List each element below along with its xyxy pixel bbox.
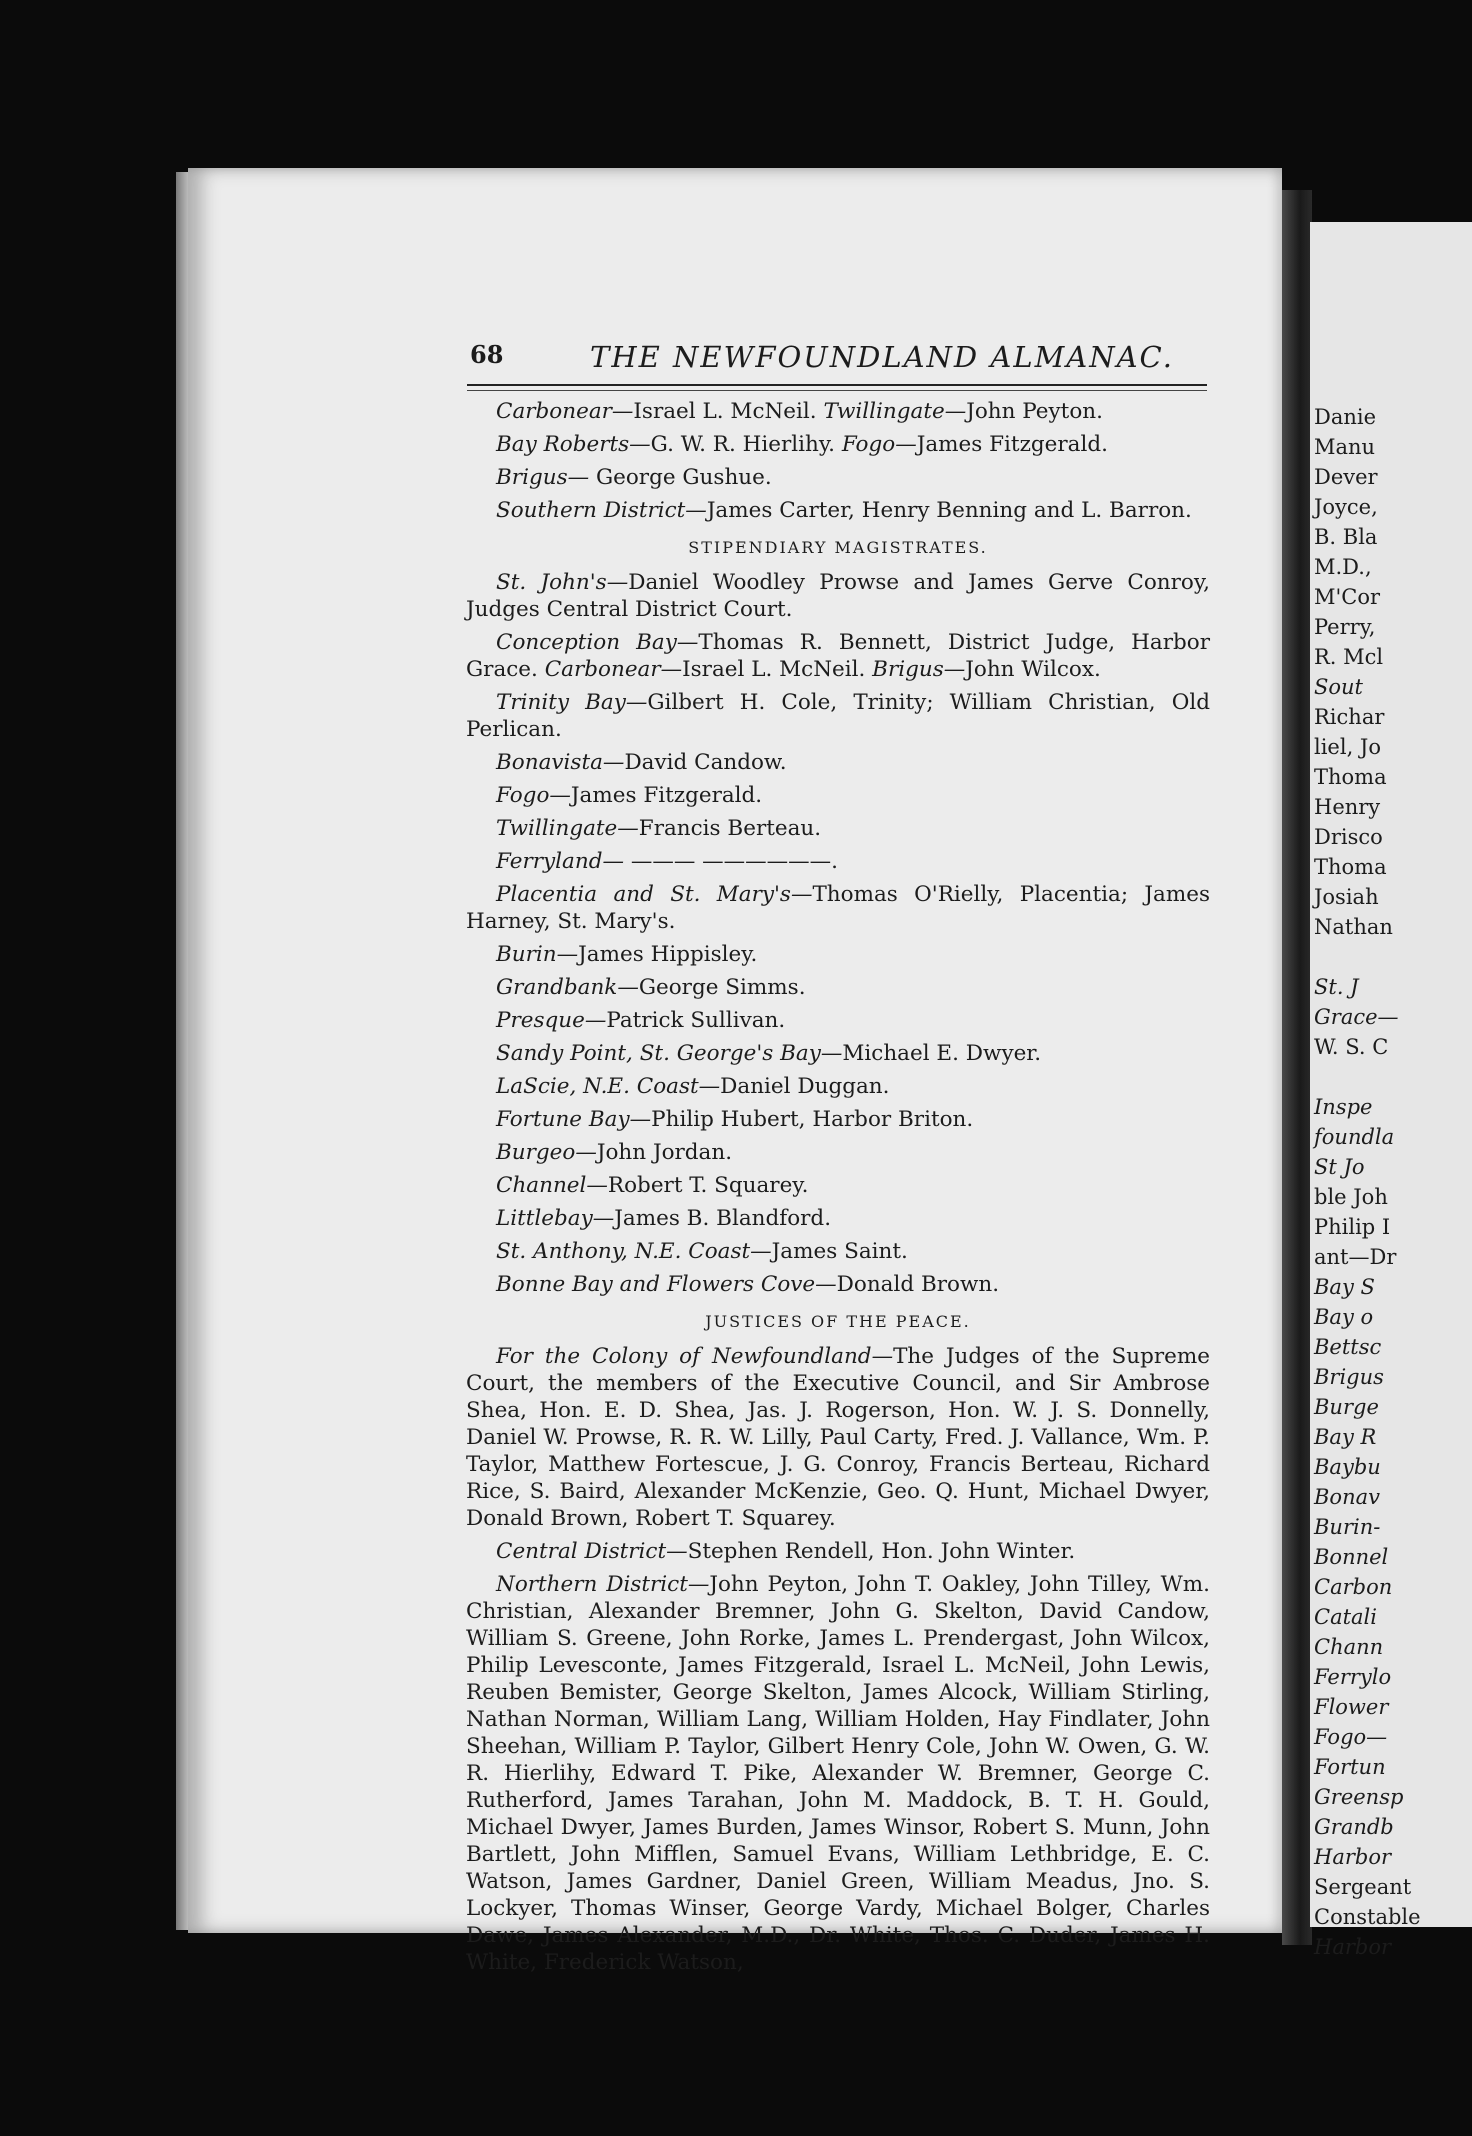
magistrate-entry (466, 974, 1210, 1001)
section-heading-justices: JUSTICES OF THE PEACE. (705, 1312, 971, 1331)
entry-text: James Saint. (771, 1239, 908, 1264)
facing-page (1310, 222, 1472, 1959)
magistrate-entry (466, 1139, 1210, 1166)
facing-page-line: Greensp (1314, 1785, 1404, 1809)
magistrate-entry (466, 629, 1210, 683)
entry (466, 398, 1210, 425)
place-name: Trinity Bay— (496, 690, 648, 715)
entry-text: James B. Blandford. (614, 1206, 832, 1231)
entry-text: ——— ——————. (623, 849, 838, 874)
place-name: Grandbank— (496, 975, 639, 1000)
entry-text: Gilbert H. Cole, Trinity; William Christian, Old Perlican. (466, 690, 1210, 742)
entries-top (466, 398, 1210, 524)
place-name: Brigus— (872, 657, 966, 682)
magistrates-list (466, 569, 1210, 1298)
facing-page-line: Grace— (1314, 1005, 1399, 1029)
entry-text: John Peyton, John T. Oakley, John Tilley, Wm. Christian, Alexander Bremner, John G. Skelton, David Candow, William S. Greene, John Rorke, James L. Prendergast, John Wilcox, Philip Levesconte, James Fitzgerald, Israel L. McNeil, John Lewis, Reuben Bemister, George Skelton, James Alcock, William Stirling, Nathan Norman, William Lang, William Holden, Hay Findlater, John Sheehan, William P. Taylor, Gilbert Henry Cole, John W. Owen, G. W. R. Hierlihy, Edward T. Pike, Alexander W. Bremner, George C. Rutherford, James Tarahan, John M. Maddock, B. T. H. Gould, Michael Dwyer, James Burden, James Winsor, Robert S. Munn, John Bartlett, John Mifflen, Samuel Evans, William Lethbridge, E. C. Watson, James Gardner, Daniel Green, William Meadus, Jno. S. Lockyer, Thomas Winser, George Vardy, Michael Bolger, Charles Dawe, James Alexander, M.D., Dr. White, Thos. C. Duder, James H. White, Frederick Watson, (466, 1572, 1210, 1975)
facing-page-line: R. Mcl (1314, 645, 1384, 669)
place-name: Conception Bay— (496, 630, 699, 655)
entry (466, 464, 1210, 491)
magistrate-entry (466, 848, 1210, 875)
place-name: Twillingate— (823, 399, 967, 424)
entry-text: John Peyton. (966, 399, 1103, 424)
page-number: 68 (470, 340, 504, 369)
facing-page-line: Catali (1314, 1605, 1377, 1629)
place-name: Channel— (496, 1173, 608, 1198)
facing-page-line: liel, Jo (1314, 735, 1381, 759)
justice-entry (466, 1571, 1210, 1976)
entry-text: Israel L. McNeil. (682, 657, 873, 682)
facing-page-text (1314, 402, 1421, 1962)
entry-text: James Fitzgerald. (570, 783, 763, 808)
facing-page-line: Ferrylo (1314, 1665, 1392, 1689)
facing-page-line: Henry (1314, 795, 1381, 819)
facing-page-line: St Jo (1314, 1155, 1365, 1179)
facing-page-line: Bonav (1314, 1485, 1380, 1509)
facing-page-line: Bettsc (1314, 1335, 1382, 1359)
facing-page-line: Inspe (1314, 1095, 1373, 1119)
facing-page-line: Joyce, (1314, 495, 1378, 519)
place-name: Sandy Point, St. George's Bay— (496, 1041, 843, 1066)
facing-page-line: Sout (1314, 675, 1363, 699)
page-body (466, 398, 1210, 1982)
facing-page-line: Burin- (1314, 1515, 1381, 1539)
facing-page-line: Harbor (1314, 1845, 1391, 1869)
page-header (470, 340, 1210, 376)
running-title: THE NEWFOUNDLAND ALMANAC. (590, 340, 1174, 374)
justices-list (466, 1343, 1210, 1976)
header-rule-thin (467, 390, 1207, 391)
facing-page-line: Baybu (1314, 1455, 1381, 1479)
facing-page-line: Drisco (1314, 825, 1383, 849)
facing-page-line: Manu (1314, 435, 1376, 459)
facing-page-line (1314, 942, 1421, 972)
facing-page-line: St. J (1314, 975, 1359, 999)
book-gutter (1282, 190, 1312, 1945)
place-name: Central District— (496, 1539, 688, 1564)
facing-page-line: Chann (1314, 1635, 1384, 1659)
facing-page-line: Carbon (1314, 1575, 1393, 1599)
magistrate-entry (466, 1172, 1210, 1199)
facing-page-line: Bonnel (1314, 1545, 1389, 1569)
entry-text: Thomas O'Rielly, Placentia; James Harney, St. Mary's. (466, 882, 1210, 934)
facing-page-line: Fortun (1314, 1755, 1386, 1779)
facing-page-line: Bay S (1314, 1275, 1375, 1299)
facing-page-line: foundla (1314, 1125, 1395, 1149)
place-name: Bonne Bay and Flowers Cove— (496, 1272, 837, 1297)
facing-page-line: Bay R (1314, 1425, 1377, 1449)
place-name: For the Colony of Newfoundland— (496, 1344, 894, 1369)
facing-page-line: ant—Dr (1314, 1245, 1397, 1269)
justice-entry (466, 1343, 1210, 1532)
magistrate-entry (466, 1073, 1210, 1100)
place-name: St. Anthony, N.E. Coast— (496, 1239, 772, 1264)
magistrate-entry (466, 1040, 1210, 1067)
entry-text: David Candow. (624, 750, 787, 775)
entry-text: Robert T. Squarey. (607, 1173, 809, 1198)
entry-text: Francis Berteau. (638, 816, 822, 841)
place-name: St. John's— (496, 570, 629, 595)
facing-page-line: B. Bla (1314, 525, 1378, 549)
facing-page-line: Philip I (1314, 1215, 1391, 1239)
facing-page-line: Bay o (1314, 1305, 1374, 1329)
entry (466, 431, 1210, 458)
magistrate-entry (466, 749, 1210, 776)
place-name: Ferryland— (496, 849, 624, 874)
place-name: Fogo— (496, 783, 571, 808)
place-name: Carbonear— (496, 399, 634, 424)
facing-page-line: Nathan (1314, 915, 1393, 939)
magistrate-entry (466, 881, 1210, 935)
entry-text: Thomas R. Bennett, District Judge, Harbor Grace. (466, 630, 1210, 682)
facing-page-line: Fogo— (1314, 1725, 1388, 1749)
facing-page-line: Josiah (1314, 885, 1379, 909)
entry-text: Daniel Woodley Prowse and James Gerve Conroy, Judges Central District Court. (466, 570, 1210, 622)
facing-page-line: Dever (1314, 465, 1378, 489)
facing-page-line: ble Joh (1314, 1185, 1388, 1209)
header-rule (467, 384, 1207, 386)
entry-text: James Carter, Henry Benning and L. Barron. (706, 498, 1192, 523)
entry-text: John Wilcox. (965, 657, 1101, 682)
magistrate-entry (466, 941, 1210, 968)
magistrate-entry (466, 1205, 1210, 1232)
magistrate-entry (466, 1007, 1210, 1034)
magistrate-entry (466, 815, 1210, 842)
facing-page-line: Harbor (1314, 1935, 1391, 1959)
facing-page-line: Danie (1314, 405, 1377, 429)
magistrate-entry (466, 782, 1210, 809)
entry-text: Philip Hubert, Harbor Briton. (651, 1107, 974, 1132)
entry-text: James Fitzgerald. (916, 432, 1108, 457)
magistrate-entry (466, 569, 1210, 623)
place-name: Bay Roberts— (496, 432, 651, 457)
place-name: Presque— (496, 1008, 607, 1033)
facing-page-line: Brigus (1314, 1365, 1384, 1389)
place-name: Littlebay— (496, 1206, 615, 1231)
entry-text: Daniel Duggan. (720, 1074, 890, 1099)
entry-text: George Gushue. (589, 465, 772, 490)
justice-entry (466, 1538, 1210, 1565)
facing-page-line: Sergeant (1314, 1875, 1412, 1899)
place-name: Brigus— (496, 465, 590, 490)
facing-page-line: W. S. C (1314, 1035, 1389, 1059)
facing-page-line: Thoma (1314, 765, 1387, 789)
entry (466, 497, 1210, 524)
facing-page-line: Richar (1314, 705, 1385, 729)
magistrate-entry (466, 689, 1210, 743)
place-name: Carbonear— (544, 657, 683, 682)
place-name: Southern District— (496, 498, 707, 523)
entry-text: G. W. R. Hierlihy. (650, 432, 842, 457)
place-name: Placentia and St. Mary's— (496, 882, 813, 907)
magistrate-entry (466, 1271, 1210, 1298)
place-name: Burgeo— (496, 1140, 597, 1165)
magistrate-entry (466, 1106, 1210, 1133)
facing-page-line: Grandb (1314, 1815, 1394, 1839)
place-name: Fortune Bay— (496, 1107, 652, 1132)
place-name: Twillingate— (496, 816, 639, 841)
place-name: Northern District— (496, 1572, 710, 1597)
entry-text: Stephen Rendell, Hon. John Winter. (687, 1539, 1076, 1564)
facing-page-line: Flower (1314, 1695, 1389, 1719)
facing-page-line: Perry, (1314, 615, 1376, 639)
entry-text: George Simms. (638, 975, 806, 1000)
place-name: Bonavista— (496, 750, 625, 775)
facing-page-line (1314, 1062, 1421, 1092)
facing-page-line: Constable (1314, 1905, 1421, 1929)
entry-text: Israel L. McNeil. (633, 399, 824, 424)
entry-text: John Jordan. (596, 1140, 733, 1165)
facing-page-line: Burge (1314, 1395, 1379, 1419)
place-name: LaScie, N.E. Coast— (496, 1074, 721, 1099)
magistrate-entry (466, 1238, 1210, 1265)
section-heading-magistrates: STIPENDIARY MAGISTRATES. (688, 538, 988, 557)
place-name: Burin— (496, 942, 579, 967)
facing-page-line: Thoma (1314, 855, 1387, 879)
entry-text: Patrick Sullivan. (606, 1008, 786, 1033)
entry-text: James Hippisley. (578, 942, 758, 967)
facing-page-line: M.D., (1314, 555, 1372, 579)
place-name: Fogo— (841, 432, 917, 457)
entry-text: Donald Brown. (836, 1272, 1000, 1297)
entry-text: The Judges of the Supreme Court, the members of the Executive Council, and Sir Ambrose Shea, Hon. E. D. Shea, Jas. J. Rogerson, Hon. W. J. S. Donnelly, Daniel W. Prowse, R. R. W. Lilly, Paul Carty, Fred. J. Vallance, Wm. P. Taylor, Matthew Fortescue, J. G. Conroy, Francis Berteau, Richard Rice, S. Baird, Alexander McKenzie, Geo. Q. Hunt, Michael Dwyer, Donald Brown, Robert T. Squarey. (466, 1344, 1210, 1531)
facing-page-line: M'Cor (1314, 585, 1381, 609)
entry-text: Michael E. Dwyer. (842, 1041, 1042, 1066)
